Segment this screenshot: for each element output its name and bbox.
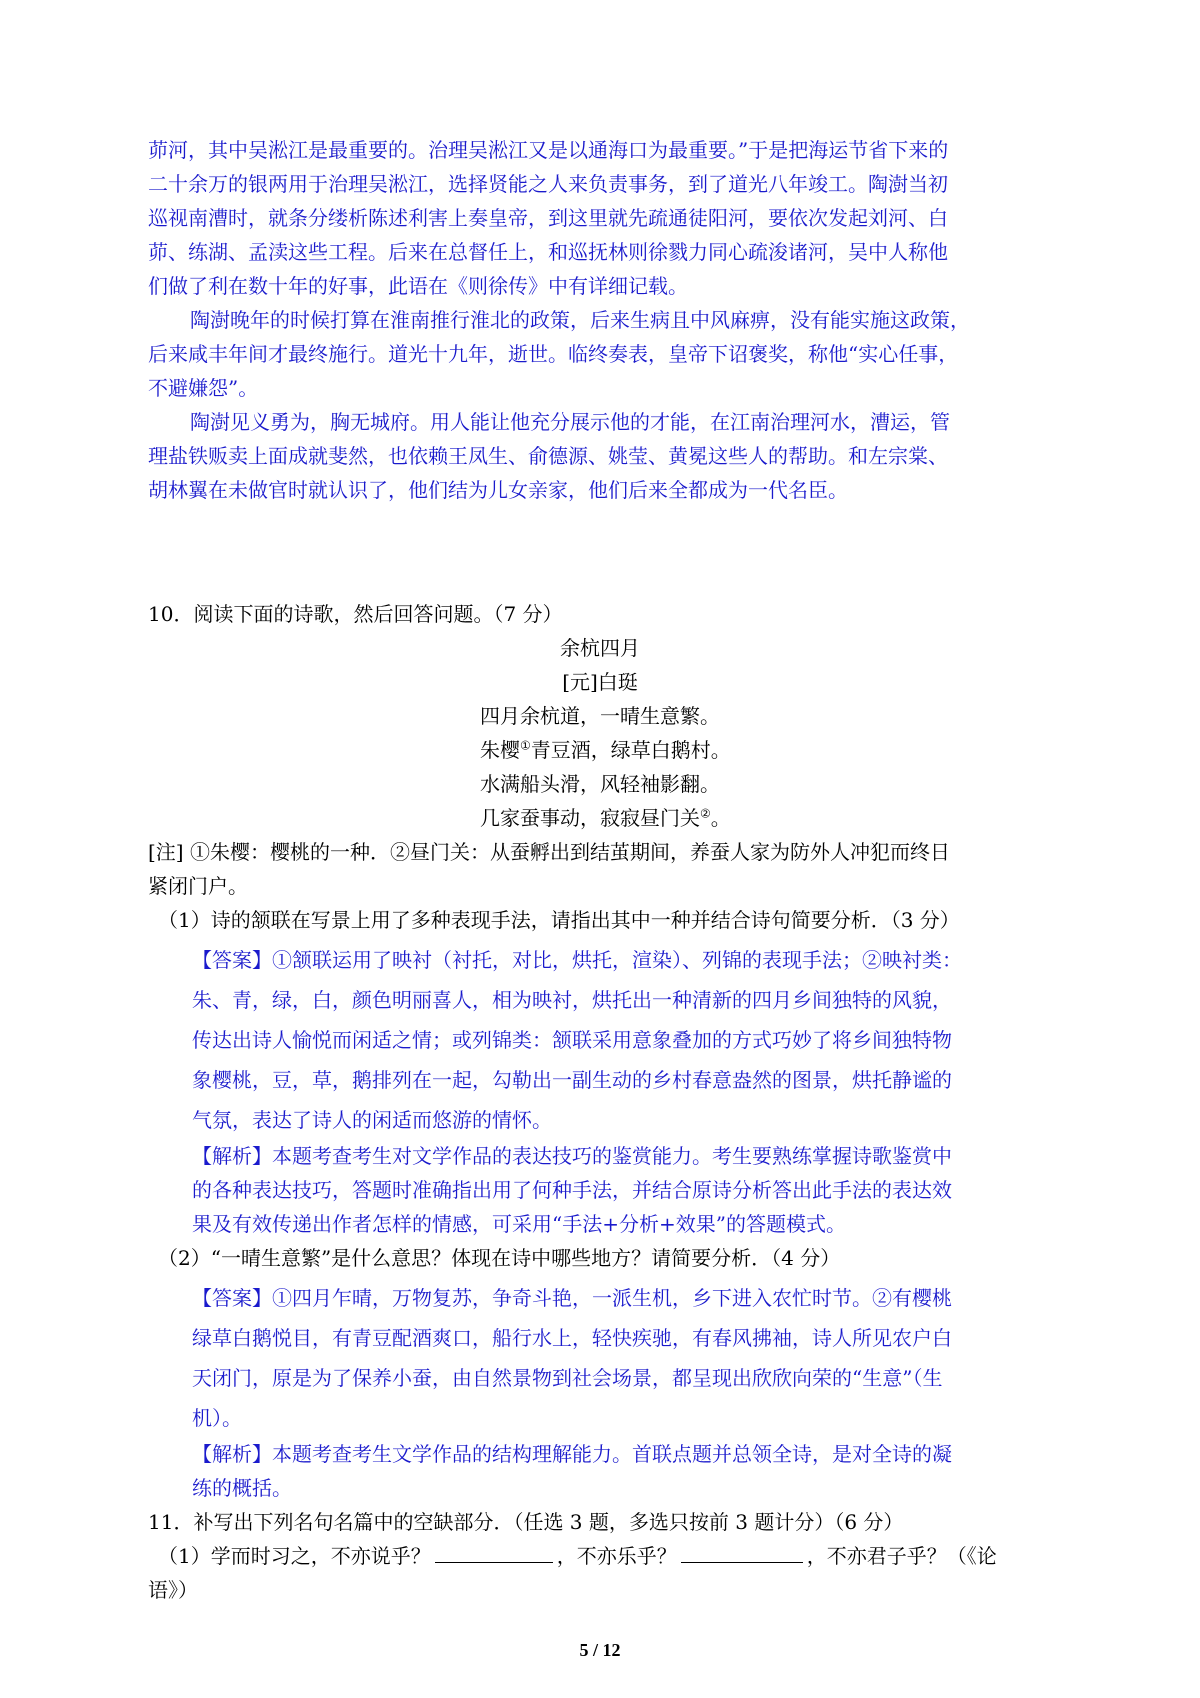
poem-text: 朱樱	[480, 738, 520, 762]
analysis-line: 【解析】本题考查考生文学作品的结构理解能力。首联点题并总领全诗，是对全诗的凝	[192, 1442, 952, 1466]
passage-line: 陶澍见义勇为，胸无城府。用人能让他充分展示他的才能，在江南治理河水，漕运，管	[190, 410, 950, 434]
poem-line	[480, 736, 731, 764]
answer-blank[interactable]	[435, 1544, 553, 1563]
analysis-line: 【解析】本题考查考生对文学作品的表达技巧的鉴赏能力。考生要熟练掌握诗歌鉴赏中	[192, 1144, 952, 1168]
question-11-heading: 11．补写出下列名句名篇中的空缺部分．（任选 3 题，多选只按前 3 题计分）（6 分）	[148, 1510, 904, 1534]
poem-note: 紧闭门户。	[148, 874, 248, 898]
fill-blank-text: ，不亦君子乎？（《论	[806, 1544, 997, 1568]
answer-line: 传达出诗人愉悦而闲适之情；或列锦类：颔联采用意象叠加的方式巧妙了将乡间独特物	[192, 1028, 952, 1052]
poem-text: 青豆酒，绿草白鹅村。	[530, 738, 731, 762]
poem-text: 。	[710, 806, 731, 830]
analysis-line: 果及有效传递出作者怎样的情感，可采用“手法+分析+效果”的答题模式。	[192, 1212, 846, 1236]
fill-blank-item	[158, 1542, 997, 1570]
footnote-marker: ②	[700, 806, 711, 821]
footnote-marker: ①	[520, 738, 531, 753]
poem-note: [注] ①朱樱：樱桃的一种．②昼门关：从蚕孵出到结茧期间，养蚕人家为防外人冲犯而终日	[148, 840, 950, 864]
fill-blank-text: ，不亦乐乎？	[556, 1544, 677, 1568]
fill-blank-continuation: 语》）	[148, 1578, 198, 1602]
question-10-heading: 10．阅读下面的诗歌，然后回答问题。（7 分）	[148, 602, 563, 626]
poem-text: 几家蚕事动，寂寂昼门关	[480, 806, 700, 830]
answer-blank[interactable]	[681, 1544, 803, 1563]
poem-line: 四月余杭道，一晴生意繁。	[480, 704, 720, 728]
answer-line: 朱、青，绿，白，颜色明丽喜人，相为映衬，烘托出一种清新的四月乡间独特的风貌，	[192, 988, 952, 1012]
answer-line: 【答案】①四月乍晴，万物复苏，争奇斗艳，一派生机，乡下进入农忙时节。②有樱桃	[192, 1286, 952, 1310]
analysis-line: 的各种表达技巧，答题时准确指出用了何种手法，并结合原诗分析答出此手法的表达效	[192, 1178, 952, 1202]
poem-author: [元]白珽	[562, 670, 638, 694]
answer-line: 气氛，表达了诗人的闲适而悠游的情怀。	[192, 1108, 552, 1132]
page-number: 5 / 12	[579, 1640, 621, 1660]
answer-line: 机）。	[192, 1406, 242, 1430]
passage-line: 后来咸丰年间才最终施行。道光十九年，逝世。临终奏表，皇帝下诏褒奖，称他“实心任事，	[148, 342, 959, 366]
passage-line: 二十余万的银两用于治理吴淞江，选择贤能之人来负责事务，到了道光八年竣工。陶澍当初	[148, 172, 948, 196]
passage-line: 茆河，其中吴淞江是最重要的。治理吴淞江又是以通海口为最重要。”于是把海运节省下来的	[148, 138, 949, 162]
sub-question-1: （1）诗的颔联在写景上用了多种表现手法，请指出其中一种并结合诗句简要分析．（3 分）	[158, 908, 960, 932]
passage-line: 陶澍晚年的时候打算在淮南推行淮北的政策，后来生病且中风麻痹，没有能实施这政策，	[190, 308, 970, 332]
passage-line: 们做了利在数十年的好事，此语在《则徐传》中有详细记载。	[148, 274, 688, 298]
passage-line: 理盐铁贩卖上面成就斐然，也依赖王凤生、俞德源、姚莹、黄冕这些人的帮助。和左宗棠、	[148, 444, 948, 468]
poem-title: 余杭四月	[560, 636, 640, 660]
passage-line: 巡视南漕时，就条分缕析陈述利害上奏皇帝，到这里就先疏通徒阳河，要依次发起刘河、白	[148, 206, 948, 230]
passage-line: 胡林翼在未做官时就认识了，他们结为儿女亲家，他们后来全都成为一代名臣。	[148, 478, 848, 502]
passage-line: 不避嫌怨”。	[148, 376, 259, 400]
analysis-line: 练的概括。	[192, 1476, 292, 1500]
fill-blank-text: （1）学而时习之，不亦说乎？	[158, 1544, 431, 1568]
answer-line: 绿草白鹅悦目，有青豆配酒爽口，船行水上，轻快疾驰，有春风拂袖，诗人所见农户白	[192, 1326, 952, 1350]
answer-line: 象樱桃，豆，草，鹅排列在一起，勾勒出一副生动的乡村春意盎然的图景，烘托静谧的	[192, 1068, 952, 1092]
poem-line	[480, 804, 731, 832]
passage-line: 茆、练湖、孟渎这些工程。后来在总督任上，和巡抚林则徐戮力同心疏浚诸河，吴中人称他	[148, 240, 948, 264]
poem-line: 水满船头滑，风轻袖影翻。	[480, 772, 720, 796]
answer-line: 【答案】①颔联运用了映衬（衬托，对比，烘托，渲染）、列锦的表现手法；②映衬类：	[192, 948, 962, 972]
sub-question-2: （2）“一晴生意繁”是什么意思？体现在诗中哪些地方？请简要分析．（4 分）	[158, 1246, 841, 1270]
answer-line: 天闭门，原是为了保养小蚕，由自然景物到社会场景，都呈现出欣欣向荣的“生意”（生	[192, 1366, 943, 1390]
